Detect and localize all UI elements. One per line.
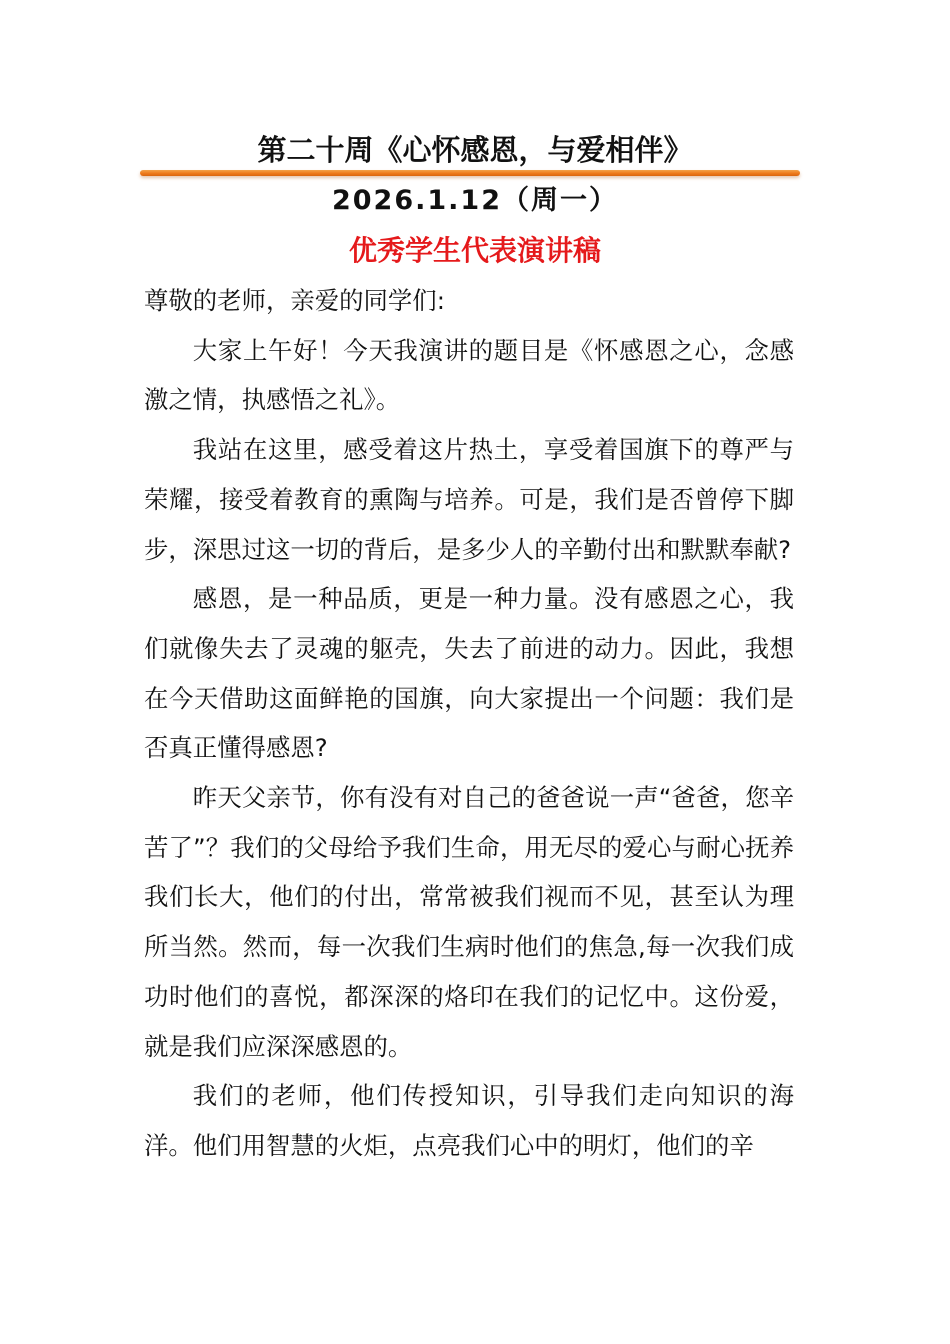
paragraph: 感恩，是一种品质，更是一种力量。没有感恩之心，我们就像失去了灵魂的躯壳，失去了前进的动力。因此，我想在今天借助这面鲜艳的国旗，向大家提出一个问题：我们是否真正懂得感恩? <box>144 584 794 763</box>
title-divider <box>140 170 800 176</box>
paragraph: 昨天父亲节，你有没有对自己的爸爸说一声“爸爸，您辛苦了”？我们的父母给予我们生命，用无尽的爱心与耐心抚养我们长大，他们的付出，常常被我们视而不见，甚至认为理所当然。然而，每一次我们生病时他们的焦急,每一次我们成功时他们的喜悦，都深深的烙印在我们的记忆中。这份爱，就是我们应深深感恩的。 <box>144 783 794 1061</box>
document-title: 第二十周《心怀感恩，与爱相伴》 <box>257 133 693 167</box>
speech-body <box>144 276 794 1171</box>
paragraph: 我站在这里，感受着这片热土，享受着国旗下的尊严与荣耀，接受着教育的熏陶与培养。可是，我们是否曾停下脚步，深思过这一切的背后，是多少人的辛勤付出和默默奉献? <box>144 435 794 564</box>
document-date: 2026.1.12（周一） <box>331 185 619 216</box>
paragraph: 我们的老师，他们传授知识，引导我们走向知识的海洋。他们用智慧的火炬，点亮我们心中的明灯，他们的辛 <box>144 1081 794 1160</box>
salutation: 尊敬的老师，亲爱的同学们: <box>144 286 445 315</box>
paragraph: 大家上午好！今天我演讲的题目是《怀感恩之心，念感激之情，执感悟之礼》。 <box>144 335 794 415</box>
document-subtitle: 优秀学生代表演讲稿 <box>348 234 601 267</box>
